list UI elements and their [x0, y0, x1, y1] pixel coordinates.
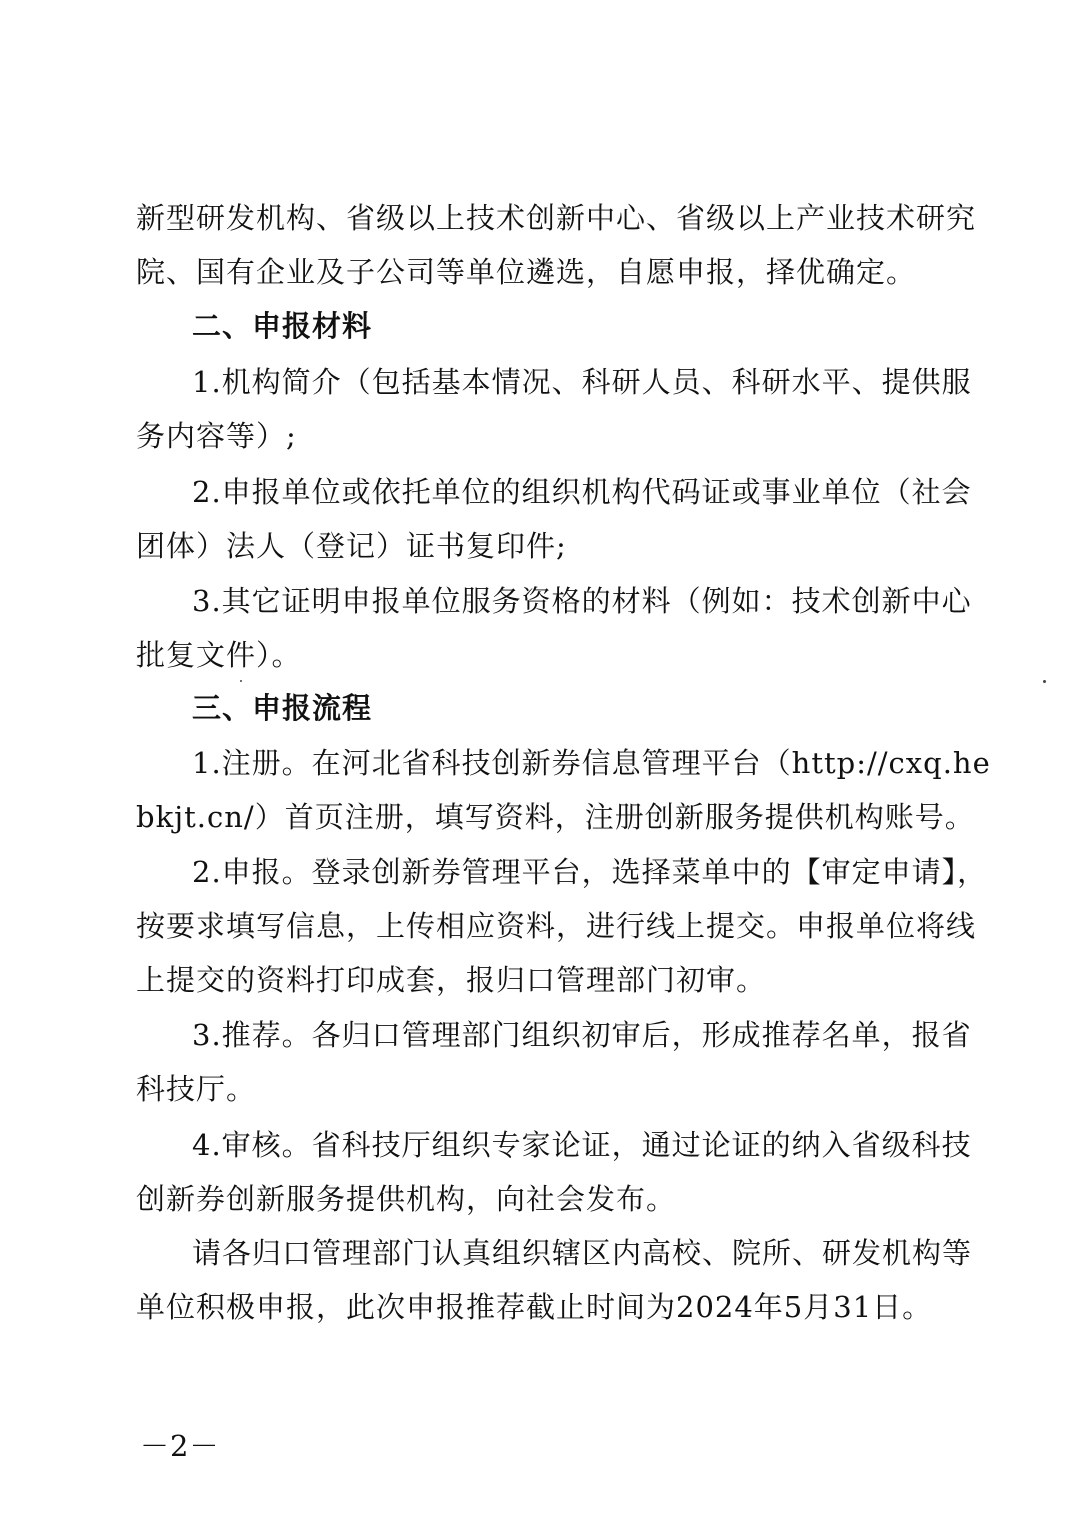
paragraph-line: 新型研发机构、省级以上技术创新中心、省级以上产业技术研究 — [136, 201, 977, 235]
page-number: －2－ — [140, 1429, 220, 1463]
list-item-line: bkjt.cn/）首页注册，填写资料，注册创新服务提供机构账号。 — [136, 800, 975, 834]
paragraph-line: 请各归口管理部门认真组织辖区内高校、院所、研发机构等 — [192, 1236, 973, 1270]
list-item-line: 3.其它证明申报单位服务资格的材料（例如：技术创新中心 — [192, 584, 972, 618]
list-item-line: 创新券创新服务提供机构，向社会发布。 — [136, 1182, 677, 1216]
list-item-line: 团体）法人（登记）证书复印件; — [136, 529, 567, 563]
paragraph-line: 单位积极申报，此次申报推荐截止时间为2024年5月31日。 — [136, 1290, 933, 1324]
paragraph-line: 院、国有企业及子公司等单位遴选，自愿申报，择优确定。 — [136, 255, 917, 289]
list-item-line: 上提交的资料打印成套，报归口管理部门初审。 — [136, 963, 767, 997]
list-item-line: 2.申报。登录创新券管理平台，选择菜单中的【审定申请】， — [192, 855, 988, 889]
scan-speck — [240, 680, 242, 682]
section-heading-process: 三、申报流程 — [192, 691, 373, 725]
list-item-line: 批复文件）。 — [136, 638, 302, 672]
list-item-line: 2.申报单位或依托单位的组织机构代码证或事业单位（社会 — [192, 475, 972, 509]
list-item-line: 4.审核。省科技厅组织专家论证，通过论证的纳入省级科技 — [192, 1128, 972, 1162]
section-heading-materials: 二、申报材料 — [192, 309, 373, 343]
list-item-line: 3.推荐。各归口管理部门组织初审后，形成推荐名单，报省 — [192, 1018, 972, 1052]
list-item-line: 务内容等）; — [136, 419, 297, 453]
list-item-line: 1.机构简介（包括基本情况、科研人员、科研水平、提供服 — [192, 365, 972, 399]
scan-speck — [1043, 680, 1046, 683]
list-item-line: 按要求填写信息，上传相应资料，进行线上提交。申报单位将线 — [136, 909, 977, 943]
list-item-line: 科技厅。 — [136, 1072, 257, 1106]
list-item-line: 1.注册。在河北省科技创新券信息管理平台（http://cxq.he — [192, 746, 991, 780]
